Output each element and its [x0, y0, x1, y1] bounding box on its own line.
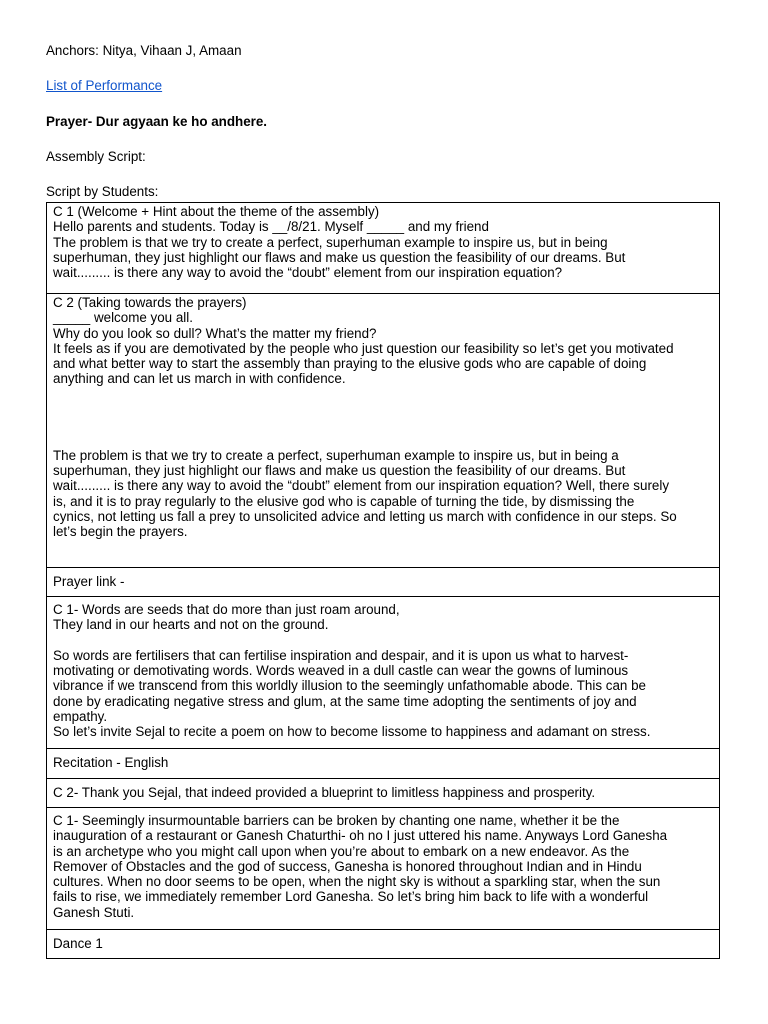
script-cell: [47, 203, 720, 294]
script-line: The problem is that we try to create a perfect, superhuman example to inspire us, but in being a: [53, 447, 619, 463]
script-line: They land in our hearts and not on the ground.: [53, 617, 329, 633]
script-line: superhuman, they just highlight our flaws and make us question the feasibility of our dreams. But: [53, 463, 626, 479]
script-line: Why do you look so dull? What’s the matter my friend?: [53, 325, 377, 341]
prayer-title: Prayer- Dur agyaan ke ho andhere.: [46, 114, 268, 129]
script-by-students-label: Script by Students:: [46, 184, 159, 199]
script-line: wait......... is there any way to avoid the “doubt” element from our inspiration equation?: [53, 265, 563, 281]
paragraph-gap: [53, 633, 713, 648]
script-cell: [47, 779, 720, 808]
script-cell: [47, 749, 720, 779]
script-line: C 2 (Taking towards the prayers): [53, 295, 247, 310]
script-line: let’s begin the prayers.: [53, 524, 188, 540]
script-line: Remover of Obstacles and the god of success, Ganesha is honored throughout Indian and in Hindu: [53, 858, 642, 874]
list-of-performance-link[interactable]: List of Performance: [46, 78, 163, 93]
paragraph-gap: [53, 387, 713, 448]
script-row-recitation: [47, 749, 720, 779]
script-row-c2-thanks: [47, 779, 720, 808]
script-line: and what better way to start the assembly than praying to the elusive gods who are capable of doing: [53, 356, 647, 372]
script-line: C 1 (Welcome + Hint about the theme of the assembly): [53, 204, 380, 219]
script-line: C 1- Words are seeds that do more than just roam around,: [53, 602, 400, 617]
script-line: empathy.: [53, 709, 108, 725]
script-cell: [47, 294, 720, 568]
assembly-script-label: Assembly Script:: [46, 149, 146, 164]
script-line: Dance 1: [53, 936, 103, 951]
script-row-dance: [47, 930, 720, 959]
script-line: vibrance if we transcend from this worldly illusion to the seemingly unfathomable abode. This can be: [53, 678, 646, 694]
script-line: So words are fertilisers that can fertilise inspiration and despair, and it is upon us what to harvest-: [53, 647, 629, 663]
script-line: cultures. When no door seems to be open, when the night sky is without a sparkling star, when the sun: [53, 874, 661, 890]
script-row-c1-ganesha: [47, 808, 720, 930]
script-line: C 1- Seemingly insurmountable barriers can be broken by chanting one name, whether it be the: [53, 813, 620, 828]
script-line: Prayer link -: [53, 574, 125, 589]
script-line: So let’s invite Sejal to recite a poem on how to become lissome to happiness and adamant on stress.: [53, 724, 651, 740]
script-line: fails to rise, we immediately remember Lord Ganesha. So let’s bring him back to life with a wonderful: [53, 889, 649, 905]
script-line: is an archetype who you might call upon when you’re about to embark on a new endeavor. As the: [53, 843, 630, 859]
script-line: cynics, not letting us fall a prey to unsolicited advice and letting us march with confidence in our steps. So: [53, 508, 677, 524]
script-line: superhuman, they just highlight our flaws and make us question the feasibility of our dreams. But: [53, 249, 626, 265]
script-line: Ganesh Stuti.: [53, 904, 135, 920]
script-line: It feels as if you are demotivated by the people who just question our feasibility so let’s get you motivated: [53, 340, 674, 356]
script-row-c1-words: [47, 597, 720, 749]
script-line: anything and can let us march in with confidence.: [53, 371, 346, 387]
script-line: Hello parents and students. Today is __/8/21. Myself _____ and my friend: [53, 219, 489, 235]
script-line: C 2- Thank you Sejal, that indeed provided a blueprint to limitless happiness and prosperity.: [53, 785, 596, 800]
script-line: motivating or demotivating words. Words weaved in a dull castle can wear the gowns of luminous: [53, 663, 629, 679]
script-cell: [47, 930, 720, 959]
script-line: Recitation - English: [53, 755, 169, 770]
script-line: wait......... is there any way to avoid the “doubt” element from our inspiration equation? Well, there surely: [53, 478, 670, 494]
script-line: is, and it is to pray regularly to the elusive god who is capable of turning the tide, by dismissing the: [53, 493, 635, 509]
script-table: [46, 202, 720, 959]
script-cell: [47, 597, 720, 749]
script-cell: [47, 808, 720, 930]
anchors-line: Anchors: Nitya, Vihaan J, Amaan: [46, 43, 242, 58]
script-line: _____ welcome you all.: [53, 310, 193, 326]
script-row-prayer-link: [47, 568, 720, 597]
script-line: inauguration of a restaurant or Ganesh Chaturthi- oh no I just uttered his name. Anyways Lord Ganesha: [53, 828, 668, 844]
script-line: The problem is that we try to create a perfect, superhuman example to inspire us, but in being: [53, 234, 608, 250]
script-row-c1-welcome: [47, 203, 720, 294]
script-cell: [47, 568, 720, 597]
script-line: done by eradicating negative stress and glum, at the same time adopting the sentiments of joy and: [53, 693, 637, 709]
script-row-c2-prayers: [47, 294, 720, 568]
